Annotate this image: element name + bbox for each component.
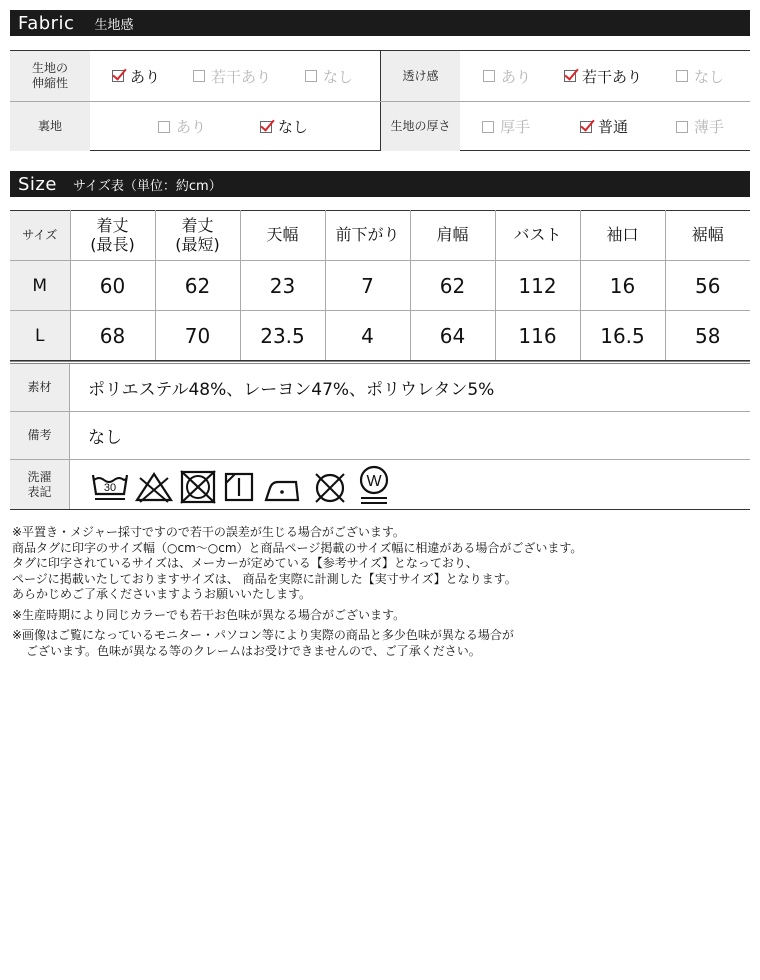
material-value: ポリエステル48%、レーヨン47%、ポリウレタン5%: [88, 380, 495, 400]
option-label: 普通: [598, 118, 629, 136]
column-header: バスト: [495, 211, 580, 261]
table-cell: 23.5: [240, 311, 325, 361]
sheer-label: 透け感: [381, 51, 460, 101]
lining-label: 裏地: [10, 102, 90, 151]
no-dry-clean-icon: [310, 466, 350, 506]
table-cell: 60: [70, 261, 155, 311]
size-label: M: [10, 261, 70, 311]
size-section-header: [10, 171, 750, 197]
checkbox-icon: [305, 70, 317, 82]
thickness-option-normal: [580, 102, 628, 151]
option-label: なし: [323, 67, 354, 86]
no-tumble-dry-icon: [178, 466, 218, 506]
checkbox-icon: [580, 121, 592, 133]
fabric-title: Fabric: [18, 12, 75, 34]
stretch-option-yes: [112, 51, 160, 101]
option-label: あり: [176, 118, 207, 136]
option-label: 厚手: [500, 118, 531, 136]
column-header: 肩幅: [410, 211, 495, 261]
size-subtitle: サイズ表（単位：約cm）: [72, 178, 222, 194]
thickness-option-thin: [676, 102, 724, 151]
option-label: なし: [278, 118, 309, 136]
size-header-row: [10, 211, 750, 261]
checkbox-icon: [112, 70, 124, 82]
table-cell: 4: [325, 311, 410, 361]
fabric-row: [10, 101, 750, 151]
checkbox-icon: [193, 70, 205, 82]
thickness-label: 生地の厚さ: [381, 102, 460, 151]
size-table: [10, 210, 750, 361]
column-header: 前下がり: [325, 211, 410, 261]
table-cell: 68: [70, 311, 155, 361]
thickness-option-thick: [482, 102, 530, 151]
table-cell: 7: [325, 261, 410, 311]
table-cell: 62: [410, 261, 495, 311]
note-line: ページに掲載いたしておりますサイズは、 商品を実際に計測した【実寸サイズ】となります。: [12, 571, 517, 586]
size-label: L: [10, 311, 70, 361]
wash-30-icon: [90, 466, 130, 506]
line-dry-icon: [222, 466, 258, 506]
material-label: 素材: [10, 364, 70, 411]
option-label: 若干あり: [211, 67, 272, 86]
table-cell: 64: [410, 311, 495, 361]
note-line: ※平置き・メジャー採寸ですので若干の誤差が生じる場合がございます。: [12, 525, 405, 539]
fabric-table: [10, 50, 750, 151]
note-line: タグに印字されているサイズは、メーカーが定めている【参考サイズ】となっており、: [12, 556, 478, 570]
note-line: ございます。色味が異なる等のクレームはお受けできませんので、ご了承ください。: [26, 643, 481, 658]
table-cell: 116: [495, 311, 580, 361]
column-header: 着丈 (最長): [70, 211, 155, 261]
sheer-option-slight: [564, 51, 642, 101]
wet-clean-icon: [354, 464, 394, 508]
fabric-row: [10, 51, 750, 101]
option-label: あり: [130, 67, 161, 86]
table-cell: 16: [580, 261, 665, 311]
fabric-subtitle: 生地感: [94, 17, 134, 33]
checkbox-icon: [483, 70, 495, 82]
wet-clean-letter: W: [366, 473, 382, 490]
checkbox-icon: [158, 121, 170, 133]
info-table: [10, 364, 750, 510]
note-line: ※生産時期により同じカラーでも若干お色味が異なる場合がございます。: [12, 607, 406, 622]
option-label: あり: [501, 67, 532, 86]
size-title: Size: [18, 173, 57, 195]
table-row: [10, 261, 750, 311]
remarks-label: 備考: [10, 412, 70, 459]
care-row: [10, 460, 750, 509]
sheer-option-yes: [483, 51, 531, 101]
table-cell: 23: [240, 261, 325, 311]
lining-option-none: [260, 102, 308, 151]
stretch-option-slight: [193, 51, 271, 101]
checkbox-icon: [564, 70, 576, 82]
column-header: 着丈 (最短): [155, 211, 240, 261]
option-label: 薄手: [694, 118, 725, 136]
table-row: [10, 311, 750, 361]
table-cell: 62: [155, 261, 240, 311]
note-line: ※画像はご覧になっているモニター・パソコン等により実際の商品と多少色味が異なる場合が: [12, 628, 514, 642]
table-cell: 16.5: [580, 311, 665, 361]
note-line: あらかじめご了承くださいますようお願いいたします。: [12, 587, 312, 601]
iron-low-icon: [262, 466, 306, 506]
care-icons: [90, 464, 398, 508]
care-label: 洗濯 表記: [10, 460, 70, 509]
table-cell: 70: [155, 311, 240, 361]
wash-temp-label: 30: [103, 482, 117, 494]
no-bleach-icon: [134, 466, 174, 506]
checkbox-icon: [482, 121, 494, 133]
remarks-row: [10, 412, 750, 460]
stretch-option-none: [305, 51, 353, 101]
remarks-value: なし: [88, 428, 122, 448]
lining-option-yes: [158, 102, 206, 151]
option-label: 若干あり: [582, 67, 643, 86]
checkbox-icon: [676, 70, 688, 82]
stretch-label: 生地の 伸縮性: [10, 51, 90, 101]
fabric-section-header: [10, 10, 750, 36]
note-line: 商品タグに印字のサイズ幅（○cm〜○cm）と商品ページ掲載のサイズ幅に相違がある場合がございます。: [12, 540, 583, 555]
size-corner-label: サイズ: [10, 211, 70, 261]
material-row: [10, 364, 750, 412]
option-label: なし: [694, 67, 725, 86]
table-cell: 56: [665, 261, 750, 311]
column-header: 袖口: [580, 211, 665, 261]
notes: [12, 525, 582, 659]
table-cell: 112: [495, 261, 580, 311]
column-header: 天幅: [240, 211, 325, 261]
checkbox-icon: [676, 121, 688, 133]
column-header: 裾幅: [665, 211, 750, 261]
table-cell: 58: [665, 311, 750, 361]
sheer-option-none: [676, 51, 724, 101]
checkbox-icon: [260, 121, 272, 133]
